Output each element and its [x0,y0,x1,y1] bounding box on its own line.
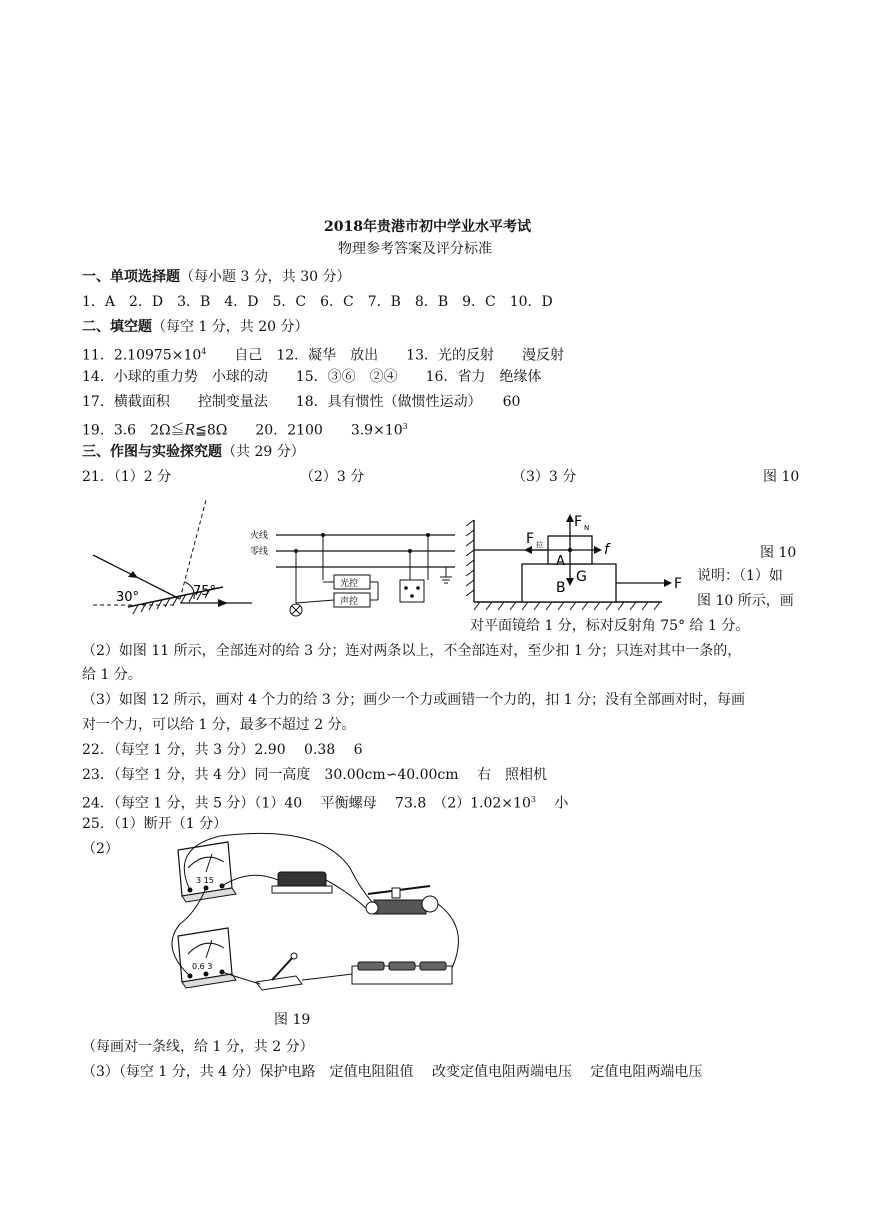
ammeter-scale: 0.6 3 [192,962,213,971]
section2-note: （每空 1 分，共 20 分） [152,319,309,335]
fn-sub: N [584,524,590,532]
page-subtitle: 物理参考答案及评分标准 [338,241,492,257]
answer-q25-2: （2） [82,841,119,857]
fig10-right-label: 图 10 [763,469,800,485]
live-wire-label: 火线 [250,531,269,541]
voltmeter-icon [178,842,236,902]
q21-part1: 21．（1）2 分 [82,469,172,485]
fn-label: F [574,514,583,530]
resistor-icon [272,872,332,893]
angle-30-label: 30° [116,590,140,605]
fig10-label-2: 图 10 [760,545,797,561]
gravity-label: G [576,569,587,585]
explain-line-2: 图 10 所示，画 [697,593,794,609]
f-pull-label: F [526,531,535,547]
f-pull-sub: 拉 [536,541,543,549]
q25-note: （每画对一条线，给 1 分，共 2 分） [82,1039,314,1055]
answer-line-14: 14．小球的重力势 小球的动 15．③⑥ ②④ 16．省力 绝缘体 [82,369,542,385]
neutral-wire-label: 零线 [250,547,269,557]
household-circuit-figure [250,525,460,625]
explain-line-1: 说明：（1）如 [697,568,783,584]
section2-heading-line [82,318,309,336]
answer-line-17: 17．横截面积 控制变量法 18．具有惯性（做惯性运动） 60 [82,394,521,410]
answer-q23: 23．（每空 1 分，共 4 分）同一高度 30.00cm∽40.00cm 右 照相机 [82,767,547,783]
block-a-label: A [556,554,565,569]
incident-arrow [128,571,138,578]
line19-sup: 3 [402,422,408,431]
q24-sup: 3 [530,795,536,804]
friction-label: f [604,542,609,558]
sound-control-label: 声控 [340,597,359,607]
section2-heading: 二、填空题 [82,319,152,335]
section1-answers: 1．A 2．D 3．B 4．D 5．C 6．C 7．B 8．B 9．C 10．D [82,294,553,310]
q24-b: 小 [535,795,569,812]
force-f-label: F [674,576,683,592]
section1-note: （每小题 3 分，共 30 分） [180,269,351,285]
line19-b: ≦8Ω 20．2100 3.9×10 [195,422,403,439]
q21-part3: （3）3 分 [512,469,577,485]
line11-pre: 11．2.10975×10 [82,347,202,364]
block-b-label: B [556,580,566,596]
force-diagram-figure [462,510,694,612]
rheostat-icon [366,886,438,914]
battery-pack-icon [352,962,452,984]
socket-icon [400,580,424,602]
circuit-connection-figure [160,828,470,998]
light-control-label: 光控 [340,579,359,589]
section3-heading-line [82,443,305,461]
q24-a: 24．（每空 1 分，共 5 分）（1）40 平衡螺母 73.8 （2）1.02×10 [82,795,531,812]
switch-icon [256,953,302,990]
angle-75-label: 75° [193,584,217,599]
answer-q25-3: （3）（每空 1 分，共 4 分）保护电路 定值电阻阻值 改变定值电阻两端电压 定值电阻两端电压 [82,1064,703,1080]
answer-line-11 [82,343,564,365]
para2-line-a: （2）如图 11 所示，全部连对的给 3 分；连对两条以上，不全部连对，至少扣 1 分；只连对其中一条的， [82,643,742,659]
line11-post: 自己 12．凝华 放出 13．光的反射 漫反射 [206,347,564,364]
para2-line-b: 给 1 分。 [82,667,142,683]
section1-heading-line [82,268,351,286]
line19-a: 19．3.6 2Ω≦ [82,422,185,439]
answer-q25-1: 25．（1）断开（1 分） [82,816,228,832]
explain-line-3: 对平面镜给 1 分，标对反射角 75° 给 1 分。 [470,618,750,634]
ammeter-icon [178,928,236,988]
reflected-arrow [218,599,228,607]
answer-q22: 22．（每空 1 分，共 3 分）2.90 0.38 6 [82,742,363,758]
section3-note: （共 29 分） [222,444,305,460]
answer-q24 [82,791,568,813]
section3-heading: 三、作图与实验探究题 [82,444,222,460]
section1-heading: 一、单项选择题 [82,269,180,285]
fig19-caption: 图 19 [274,1012,311,1028]
voltmeter-scale: 3 15 [196,876,214,885]
para3-line-b: 对一个力，可以给 1 分，最多不超过 2 分。 [82,717,356,733]
page-title: 2018年贵港市初中学业水平考试 [324,219,531,235]
line11-sup: 4 [201,347,207,356]
para3-line-a: （3）如图 12 所示，画对 4 个力的给 3 分；画少一个力或画错一个力的，扣 1 分；没有全部画对时，每画 [82,692,746,708]
mirror-reflection-figure [88,495,254,617]
line19-r: R [184,422,196,439]
answer-line-19 [82,418,408,440]
q21-part2: （2）3 分 [300,469,365,485]
